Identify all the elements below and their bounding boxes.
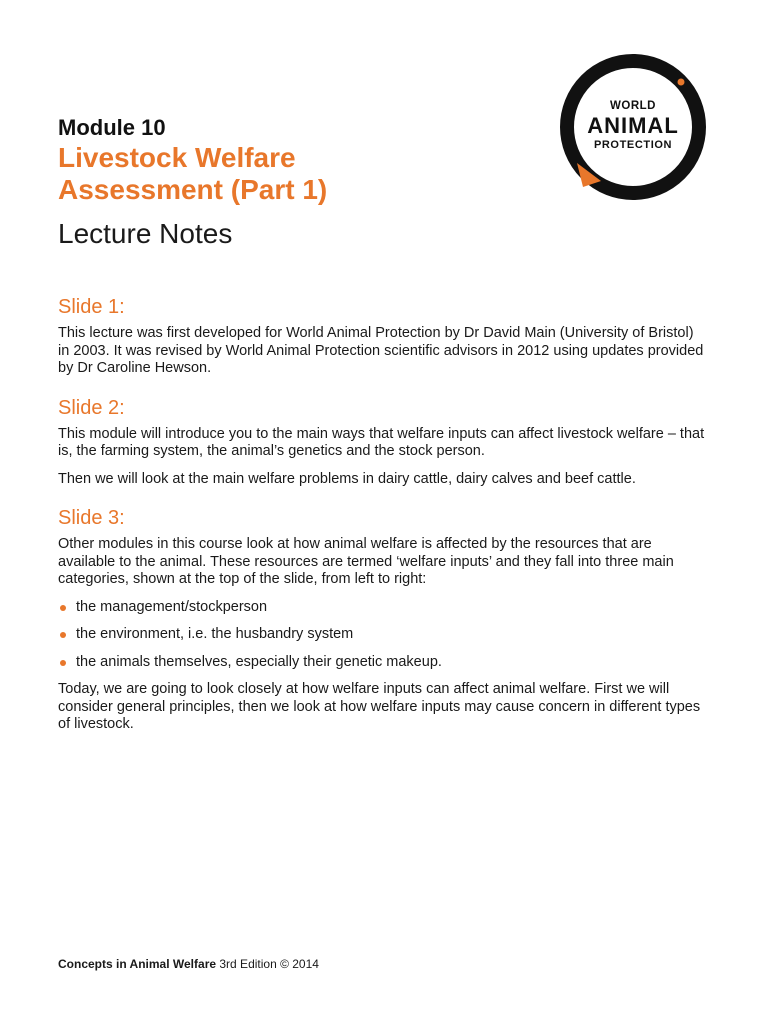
- slide-2-paragraph-2: Then we will look at the main welfare problems in dairy cattle, dairy calves and beef cattle.: [58, 470, 636, 487]
- footer-edition: 3rd Edition © 2014: [216, 957, 319, 971]
- slide-1-heading: Slide 1:: [58, 296, 125, 318]
- slide-3-heading: Slide 3:: [58, 507, 125, 529]
- list-item: the management/stockperson: [58, 599, 708, 617]
- slide-1-section: [58, 295, 708, 378]
- module-label: Module 10: [58, 115, 166, 140]
- list-item: the environment, i.e. the husbandry system: [58, 626, 708, 644]
- slide-2-section: [58, 396, 708, 489]
- slide-3-closing: Today, we are going to look closely at how welfare inputs can affect animal welfare. First we will consider general principles, then we look at how welfare inputs may cause concern in different types of livestock.: [58, 681, 701, 732]
- logo-text-animal: ANIMAL: [587, 113, 679, 138]
- bullet-icon: [60, 632, 66, 638]
- footer: [58, 957, 319, 971]
- page-title: [58, 142, 327, 206]
- title-line-2: Assessment (Part 1): [58, 174, 328, 205]
- slide-1-paragraph: This lecture was first developed for World Animal Protection by Dr David Main (University of Bristol) in 2003. It was revised by World Animal Protection scientific advisors in 2012 using updates provided by Dr Caroline Hewson.: [58, 325, 704, 376]
- lecture-content: [58, 295, 708, 752]
- footer-publication: Concepts in Animal Welfare: [58, 957, 217, 971]
- welfare-inputs-list: [58, 599, 708, 672]
- slide-3-intro: Other modules in this course look at how animal welfare is affected by the resources that are available to the animal. These resources are termed ‘welfare inputs’ and they fall into three main categories, shown at the top of the slide, from left to right:: [58, 536, 674, 587]
- bullet-icon: [60, 660, 66, 666]
- logo-text-protection: PROTECTION: [593, 139, 673, 151]
- world-animal-protection-logo: [555, 53, 711, 201]
- title-line-1: Livestock Welfare: [58, 142, 296, 173]
- slide-2-heading: Slide 2:: [58, 396, 125, 419]
- slide-2-paragraph-1: This module will introduce you to the main ways that welfare inputs can affect livestock welfare – that is, the farming system, the animal’s genetics and the stock person.: [58, 425, 705, 459]
- bullet-icon: [60, 605, 66, 611]
- page-subtitle: Lecture Notes: [58, 218, 233, 249]
- logo-text-world: WORLD: [610, 100, 656, 112]
- slide-3-section: [58, 506, 708, 734]
- list-item: the animals themselves, especially their genetic makeup.: [58, 654, 708, 672]
